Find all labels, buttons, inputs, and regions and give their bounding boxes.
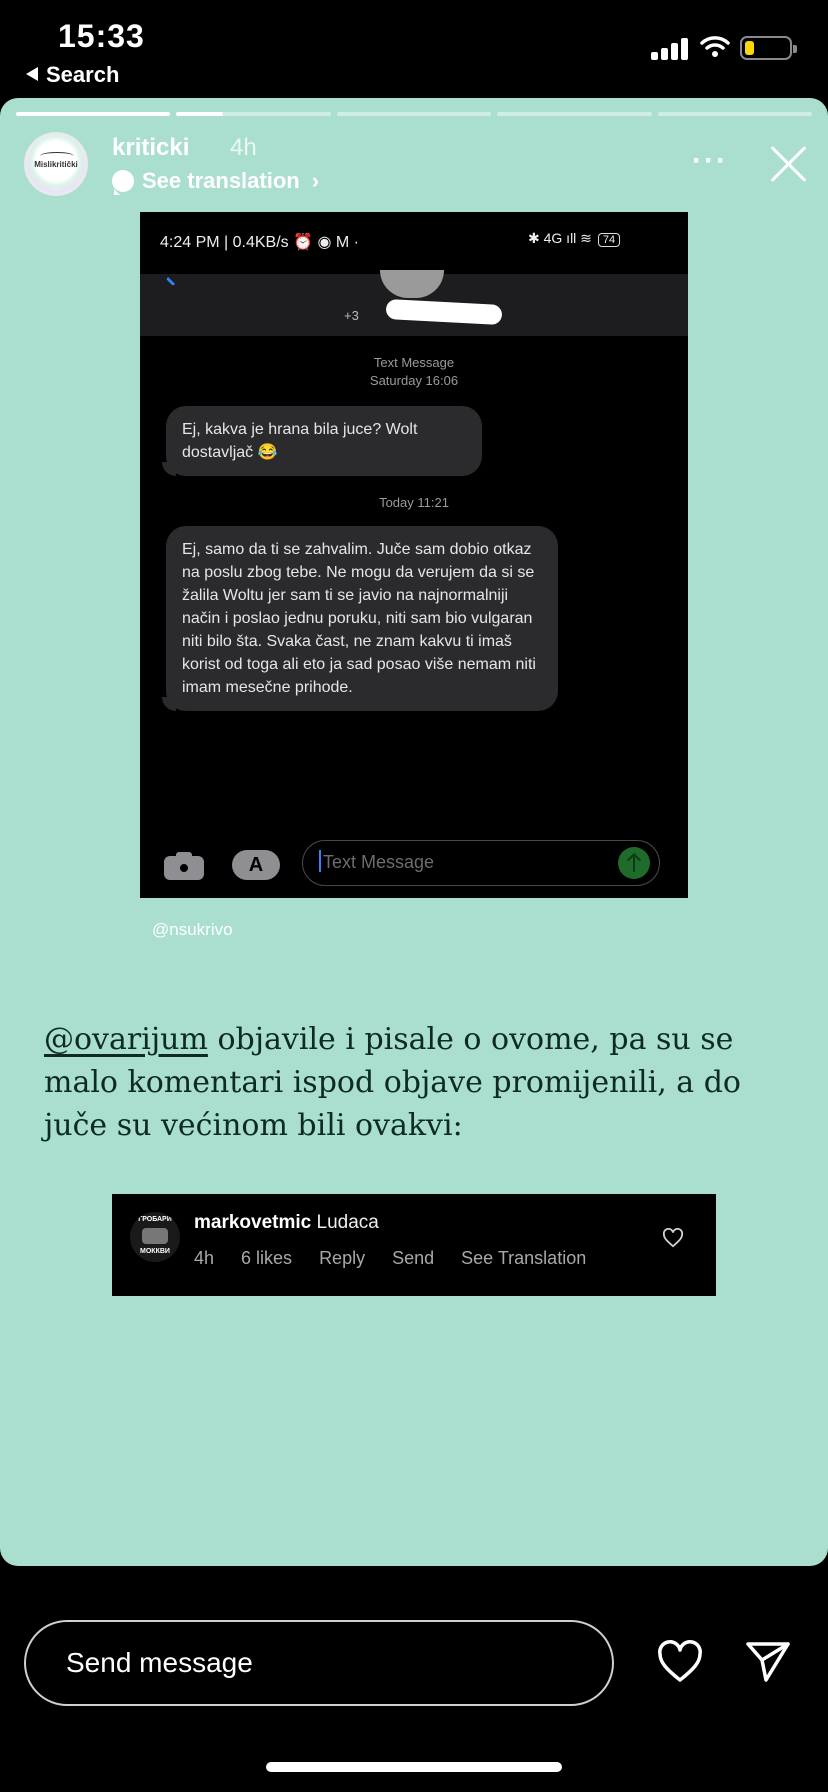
story-viewer[interactable] <box>0 98 828 1566</box>
like-heart-icon[interactable] <box>656 1640 704 1684</box>
comment-send: Send <box>392 1248 435 1268</box>
progress-segment <box>16 112 170 116</box>
profile-avatar[interactable] <box>24 132 88 196</box>
story-username[interactable]: kriticki <box>112 134 190 161</box>
embedded-text-field <box>302 840 660 886</box>
comment-time: 4h <box>194 1248 215 1268</box>
caption-text: objavile i pisale o ovome, pa su se malo komentari ispod objave promijenili, a do juče su većinom bili ovakvi: <box>44 1022 741 1143</box>
progress-segment-current <box>176 112 330 116</box>
see-translation-label: See translation <box>142 168 300 193</box>
cellular-signal-icon <box>651 36 691 60</box>
back-to-search-label: Search <box>46 62 120 87</box>
comment-text: Ludaca <box>316 1212 379 1233</box>
progress-segment <box>337 112 491 116</box>
embedded-sms-screenshot <box>140 212 688 898</box>
logo-swoosh-icon <box>40 152 74 160</box>
see-translation-button[interactable] <box>112 168 319 194</box>
screenshot-credit: @nsukrivo <box>152 920 233 939</box>
embedded-message-2: Ej, samo da ti se zahvalim. Juče sam dobio otkaz na poslu zbog tebe. Ne mogu da verujem da si se žalila Woltu jer sam ti se javio na najnormalniji način i poslao jednu poruku, niti sam bio vulgaran niti bilo šta. Svaka čast, ne znam kakvu ti imaš korist od toga ali eto ja sad posao više nemam niti imam mesečne prihode. <box>166 526 558 711</box>
chevron-right-icon: › <box>311 168 320 193</box>
comment-heart-icon <box>662 1228 684 1248</box>
app-store-icon: A <box>232 850 280 880</box>
comment-reply: Reply <box>319 1248 366 1268</box>
home-indicator[interactable] <box>266 1762 562 1772</box>
back-arrow-icon <box>26 67 38 81</box>
redaction-scribble <box>386 299 503 325</box>
comment-meta <box>194 1248 586 1269</box>
progress-segment <box>658 112 812 116</box>
share-paper-plane-icon[interactable] <box>744 1640 792 1684</box>
story-progress-bar <box>16 112 812 116</box>
embedded-composer <box>140 832 688 898</box>
embedded-text-placeholder: Text Message <box>323 852 435 872</box>
status-bar <box>0 0 828 100</box>
embedded-conversation-type: Text Message <box>373 355 455 370</box>
embedded-phone-number: +3 <box>344 308 359 323</box>
embedded-contact-avatar <box>380 270 444 298</box>
commenter-username: markovetmic <box>194 1212 312 1233</box>
caption-mention[interactable]: @ovarijum <box>44 1022 208 1057</box>
more-options-icon[interactable]: ··· <box>692 144 728 177</box>
embedded-conversation-header <box>140 274 688 336</box>
embedded-message-1: Ej, kakva je hrana bila juce? Wolt dostavljač 😂 <box>166 406 482 476</box>
commenter-avatar-bottom-text: МОККВИ <box>140 1248 170 1255</box>
speech-bubble-icon <box>112 170 134 192</box>
comment-body <box>194 1212 379 1234</box>
battery-icon <box>740 36 792 60</box>
commenter-avatar <box>130 1212 180 1262</box>
embedded-status-bar <box>140 212 688 272</box>
embedded-comment <box>112 1194 716 1296</box>
embedded-battery: 74 <box>598 233 620 247</box>
embedded-back-chevron-icon <box>166 272 180 286</box>
story-timestamp: 4h <box>230 134 257 161</box>
close-icon[interactable] <box>768 142 810 184</box>
camera-icon <box>164 850 204 880</box>
embedded-send-arrow-icon <box>618 847 650 879</box>
commenter-avatar-top-text: ГРОБАРИ <box>138 1216 172 1223</box>
status-time: 15:33 <box>58 18 145 54</box>
embedded-timestamp-1: Saturday 16:06 <box>369 373 459 388</box>
embedded-status-left: 4:24 PM | 0.4KB/s ⏰ ◉ M · <box>160 234 359 251</box>
progress-segment <box>497 112 651 116</box>
embedded-timestamp-2: Today 11:21 <box>379 495 449 510</box>
avatar-logo-text: Mislikritički <box>34 160 78 169</box>
send-message-input[interactable]: Send message <box>24 1620 614 1706</box>
wifi-icon <box>700 34 730 58</box>
back-to-search-button[interactable] <box>26 62 119 88</box>
comment-see-translation: See Translation <box>461 1248 587 1268</box>
embedded-status-right: ✱ 4G ıll ≋ 74 <box>528 230 620 247</box>
comment-likes: 6 likes <box>241 1248 293 1268</box>
story-caption <box>44 1018 804 1147</box>
